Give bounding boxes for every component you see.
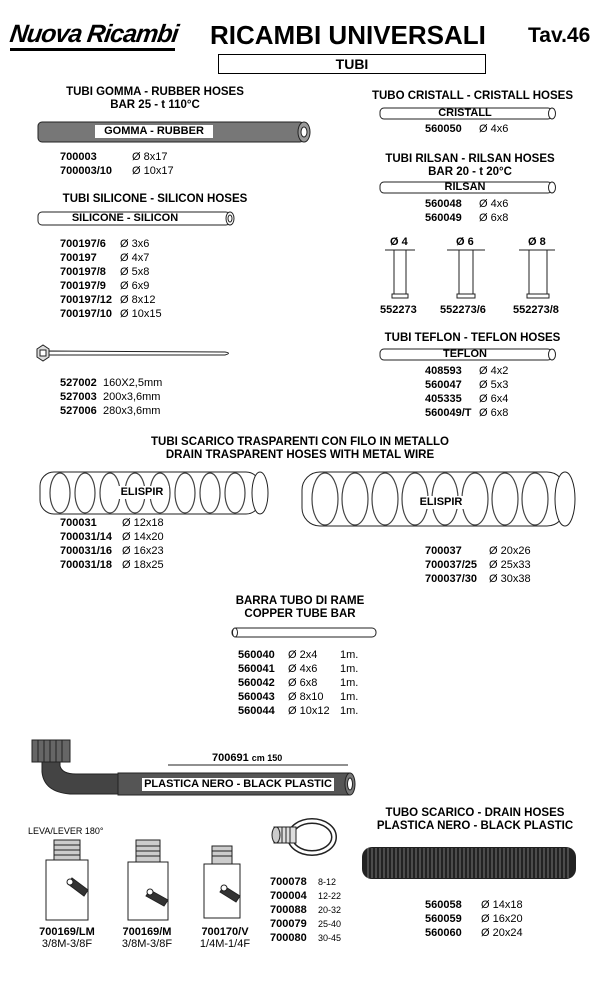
list-item: 700078 8-12: [270, 876, 337, 888]
list-item: 700031 Ø 12x18: [60, 517, 164, 529]
clamp-list: [270, 875, 341, 945]
valve-spec: 3/8M-3/8F: [41, 938, 93, 950]
copper-tube-image: [230, 627, 380, 639]
silicone-list: [60, 237, 162, 321]
black-plastic-hose-image: [28, 736, 368, 806]
list-item: 700197/8 Ø 5x8: [60, 266, 150, 278]
list-item: 700088 20-32: [270, 904, 342, 916]
teflon-title: TUBI TEFLON - TEFLON HOSES: [384, 332, 561, 344]
drain-black-title: [365, 807, 585, 833]
black-plastic-code: 700691 cm 150: [212, 752, 283, 764]
rilsan-title: [365, 153, 575, 179]
cristall-list: [425, 122, 508, 136]
teflon-label: TEFLON: [443, 348, 487, 360]
valve-item: [112, 926, 182, 950]
list-item: 408593 Ø 4x2: [425, 365, 509, 377]
list-item: 700037/25 Ø 25x33: [425, 559, 531, 571]
drain-black-title-line1: TUBO SCARICO - DRAIN HOSES: [385, 807, 565, 819]
list-item: 700037/30 Ø 30x38: [425, 573, 531, 585]
page-title: RICAMBI UNIVERSALI: [210, 20, 486, 50]
list-item: 527003 200x3,6mm: [60, 391, 161, 403]
list-item: 527006 280x3,6mm: [60, 405, 161, 417]
rubber-title: [40, 86, 270, 112]
cable-tie-list: [60, 376, 162, 418]
ball-valves-image: [40, 840, 250, 930]
list-item: 560047 Ø 5x3: [425, 379, 509, 391]
insert-code: 552273: [380, 304, 417, 316]
valve-spec: 1/4M-1/4F: [199, 938, 251, 950]
teflon-list: [425, 364, 508, 420]
elispir-small-list: [60, 516, 164, 572]
list-item: 560043 Ø 8x10 1m.: [238, 691, 359, 703]
rilsan-label: RILSAN: [444, 181, 486, 193]
list-item: 560044 Ø 10x12 1m.: [238, 705, 359, 717]
silicone-title: TUBI SILICONE - SILICON HOSES: [62, 193, 248, 205]
drain-clear-title-line1: TUBI SCARICO TRASPARENTI CON FILO IN METALLO: [151, 436, 449, 448]
elispir-large-list: [425, 544, 531, 586]
elispir-large-label: ELISPIR: [413, 496, 469, 509]
list-item: 700003/10 Ø 10x17: [60, 165, 174, 177]
valve-code: 700169/LM: [39, 926, 95, 938]
valve-spec: 3/8M-3/8F: [121, 938, 173, 950]
list-item: 700037 Ø 20x26: [425, 545, 531, 557]
list-item: 700031/16 Ø 16x23: [60, 545, 164, 557]
insert-dia-label: Ø 6: [456, 236, 474, 248]
list-item: 700197/9 Ø 6x9: [60, 280, 150, 292]
drain-clear-title: [80, 436, 520, 462]
cristall-title: TUBO CRISTALL - CRISTALL HOSES: [371, 90, 574, 102]
list-item: 560049 Ø 6x8: [425, 212, 509, 224]
list-item: 700031/14 Ø 14x20: [60, 531, 164, 543]
list-item: 700004 12-22: [270, 890, 342, 902]
drain-clear-title-line2: DRAIN TRASPARENT HOSES WITH METAL WIRE: [165, 449, 435, 461]
valve-code: 700170/V: [201, 926, 249, 938]
rubber-label: GOMMA - RUBBER: [95, 125, 213, 138]
insert-code: 552273/8: [513, 304, 559, 316]
cable-tie-image: [35, 343, 235, 363]
elispir-small-label: ELISPIR: [115, 486, 169, 499]
valve-item: [32, 926, 102, 950]
list-item: 560042 Ø 6x8 1m.: [238, 677, 359, 689]
logo-underline: [10, 48, 175, 51]
rilsan-list: [425, 197, 508, 225]
list-item: 405335 Ø 6x4: [425, 393, 509, 405]
lever-label: LEVA/LEVER 180°: [28, 826, 104, 836]
list-item: 700197/10 Ø 10x15: [60, 308, 162, 320]
list-item: 527002 160X2,5mm: [60, 377, 163, 389]
drain-black-title-line2: PLASTICA NERO - BLACK PLASTIC: [376, 820, 574, 832]
cristall-label: CRISTALL: [438, 107, 492, 119]
brand-logo: Nuova Ricambi: [8, 20, 180, 48]
list-item: 560041 Ø 4x6 1m.: [238, 663, 359, 675]
list-item: 560049/T Ø 6x8: [425, 407, 509, 419]
list-item: 700079 25-40: [270, 918, 342, 930]
hose-clamp-image: [268, 815, 338, 865]
rilsan-title-line2: BAR 20 - t 20°C: [428, 166, 512, 178]
list-item: 560058 Ø 14x18: [425, 899, 523, 911]
copper-list: [238, 648, 358, 718]
insert-code: 552273/6: [440, 304, 486, 316]
section-title: TUBI: [218, 54, 486, 74]
insert-dia-label: Ø 4: [390, 236, 408, 248]
list-item: 700197 Ø 4x7: [60, 252, 150, 264]
list-item: 560050 Ø 4x6: [425, 123, 509, 135]
list-item: 560048 Ø 4x6: [425, 198, 509, 210]
black-plastic-label: PLASTICA NERO - BLACK PLASTIC: [142, 778, 334, 791]
list-item: 560059 Ø 16x20: [425, 913, 523, 925]
drain-black-list: [425, 898, 523, 940]
rilsan-title-line1: TUBI RILSAN - RILSAN HOSES: [385, 153, 555, 165]
copper-title: [210, 595, 390, 621]
list-item: 700197/6 Ø 3x6: [60, 238, 150, 250]
list-item: 700197/12 Ø 8x12: [60, 294, 156, 306]
copper-title-line2: COPPER TUBE BAR: [244, 608, 356, 620]
copper-title-line1: BARRA TUBO DI RAME: [235, 595, 365, 607]
table-number: Tav.46: [528, 24, 591, 47]
drain-black-hose-image: [358, 843, 583, 883]
hose-inserts-image: [385, 248, 555, 300]
list-item: 560060 Ø 20x24: [425, 927, 523, 939]
insert-dia-label: Ø 8: [528, 236, 546, 248]
list-item: 560040 Ø 2x4 1m.: [238, 649, 359, 661]
rubber-title-line2: BAR 25 - t 110°C: [110, 99, 200, 111]
silicone-label: SILICONE - SILICON: [71, 212, 179, 224]
valve-item: [190, 926, 260, 950]
rubber-title-line1: TUBI GOMMA - RUBBER HOSES: [66, 86, 244, 98]
list-item: 700031/18 Ø 18x25: [60, 559, 164, 571]
list-item: 700080 30-45: [270, 932, 342, 944]
valve-code: 700169/M: [122, 926, 172, 938]
list-item: 700003 Ø 8x17: [60, 151, 168, 163]
rubber-list: [60, 150, 174, 178]
